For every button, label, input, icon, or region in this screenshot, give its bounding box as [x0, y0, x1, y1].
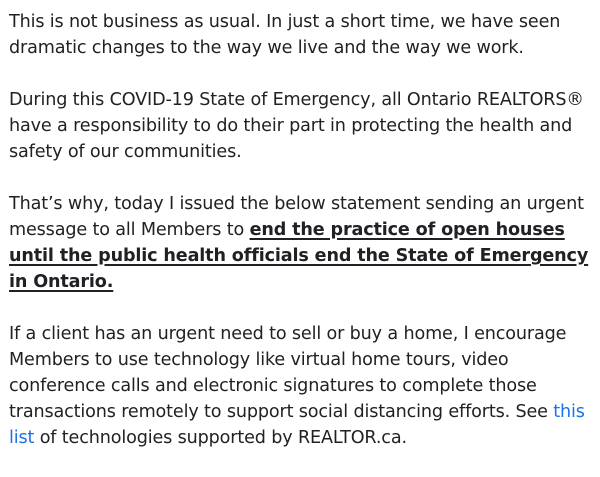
- paragraph-technology: [9, 321, 599, 451]
- paragraph-statement: [9, 191, 599, 295]
- statement-text: That’s why, today I issued the below statement sending an urgent message to all Members to: [9, 194, 584, 240]
- technology-text: If a client has an urgent need to sell or buy a home, I encourage Members to use technology like virtual home tours, video conference calls and electronic signatures to complete those transactions remotely to support social distancing efforts. See: [9, 324, 567, 422]
- open-houses-emphasis: end the practice of open houses until the public health officials end the State of Emergency in Ontario.: [9, 220, 589, 292]
- technology-list-link[interactable]: this list: [9, 402, 585, 448]
- paragraph-covid-text: During this COVID-19 State of Emergency, all Ontario REALTORS® have a responsibility to do their part in protecting the health and safety of our communities.: [9, 90, 584, 162]
- paragraph-intro: [9, 9, 599, 61]
- paragraph-intro-text: This is not business as usual. In just a short time, we have seen dramatic changes to the way we live and the way we work.: [9, 12, 561, 58]
- article-body: [9, 9, 599, 477]
- technology-text-end: of technologies supported by REALTOR.ca.: [34, 428, 407, 448]
- paragraph-covid-emergency: [9, 87, 599, 165]
